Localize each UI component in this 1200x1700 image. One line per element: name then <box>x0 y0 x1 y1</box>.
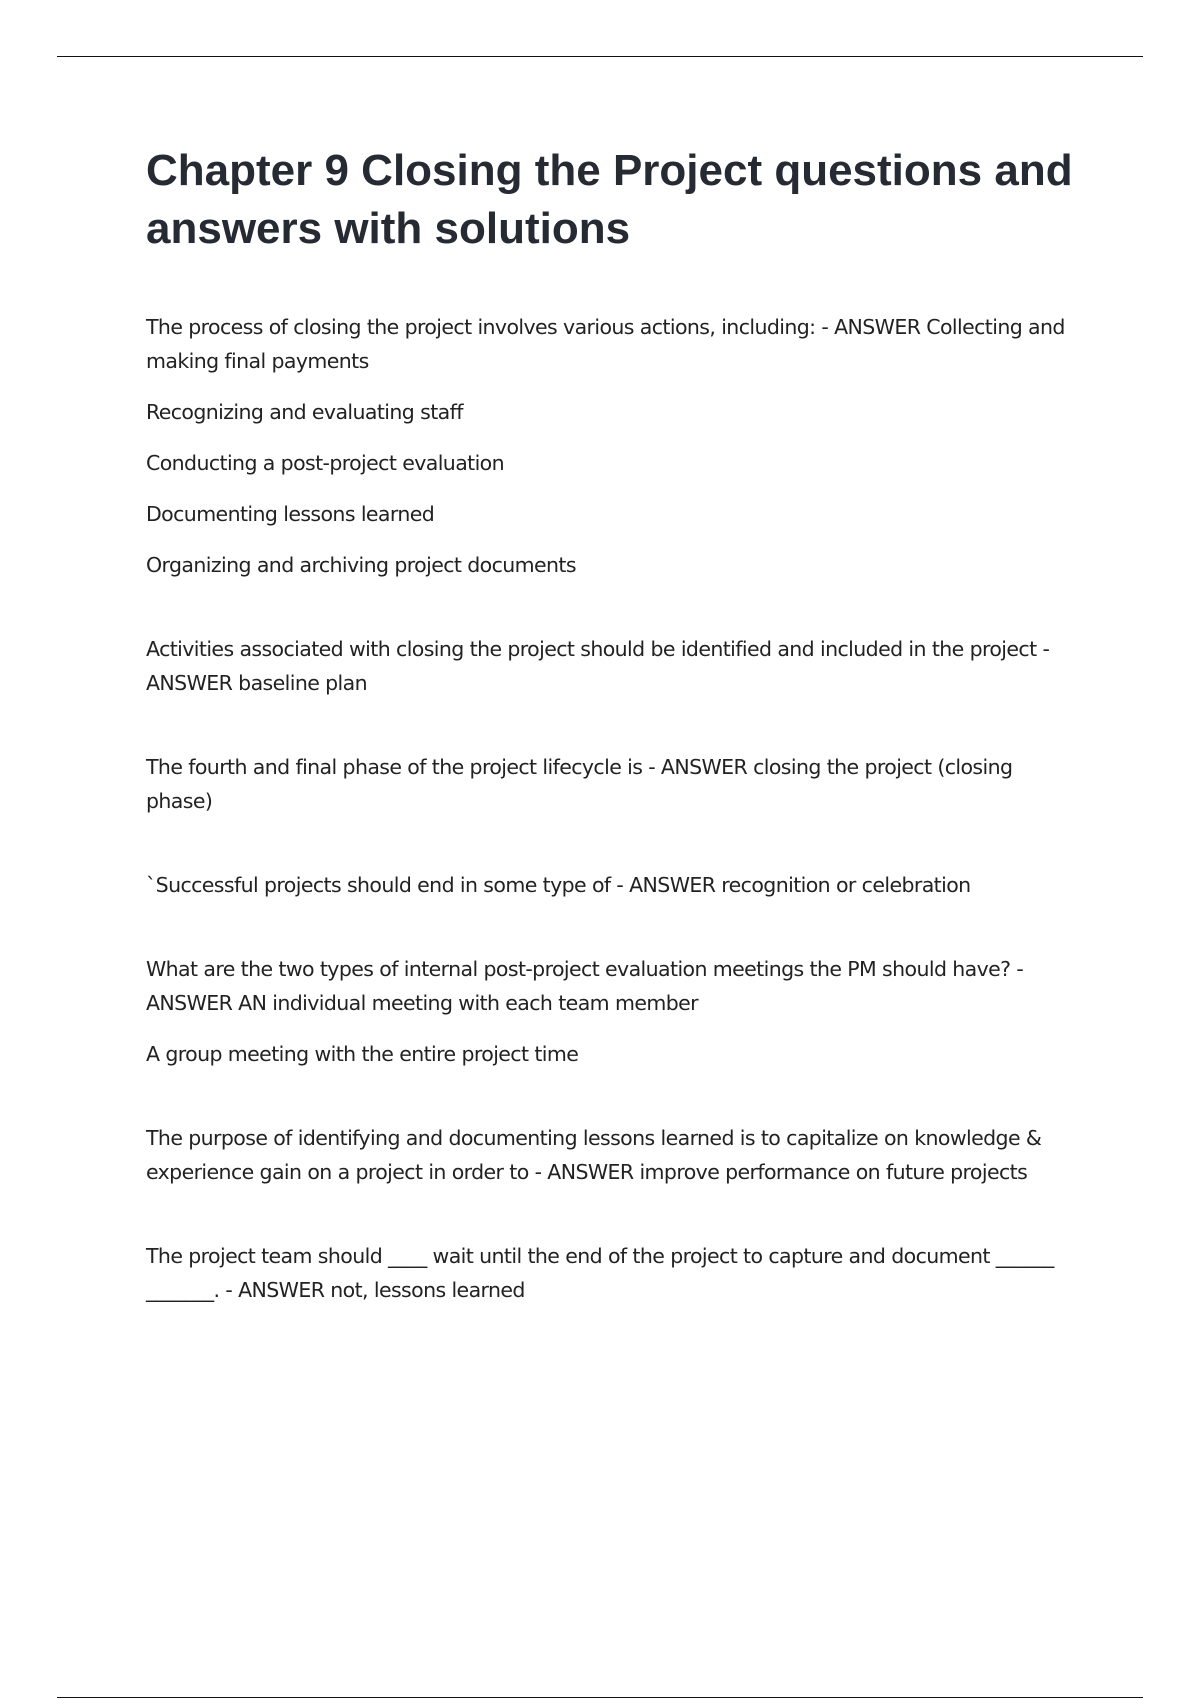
qa-paragraph: `Successful projects should end in some type of - ANSWER recognition or celebration <box>146 873 971 897</box>
document-body <box>146 142 1076 1357</box>
qa-item <box>146 868 1076 902</box>
qa-paragraph: Organizing and archiving project documents <box>146 553 576 577</box>
qa-paragraph: A group meeting with the entire project time <box>146 1042 579 1066</box>
qa-item <box>146 310 1076 582</box>
document-title: Chapter 9 Closing the Project questions and answers with solutions <box>146 146 1073 253</box>
qa-paragraph: The project team should ____ wait until the end of the project to capture and document ______ _______. - ANSWER not, lessons learned <box>146 1244 1054 1302</box>
qa-paragraph: Recognizing and evaluating staff <box>146 400 463 424</box>
qa-paragraph: Activities associated with closing the project should be identified and included in the project - ANSWER baseline plan <box>146 637 1050 695</box>
qa-item <box>146 750 1076 818</box>
qa-paragraph: The process of closing the project involves various actions, including: - ANSWER Collecting and making final payments <box>146 315 1065 373</box>
qa-paragraph: Conducting a post-project evaluation <box>146 451 505 475</box>
qa-paragraph: The purpose of identifying and documenting lessons learned is to capitalize on knowledge & experience gain on a project in order to - ANSWER improve performance on future projects <box>146 1126 1042 1184</box>
qa-item <box>146 632 1076 700</box>
qa-list <box>146 310 1076 1307</box>
qa-item <box>146 952 1076 1071</box>
qa-item <box>146 1121 1076 1189</box>
qa-paragraph: Documenting lessons learned <box>146 502 435 526</box>
qa-paragraph: The fourth and final phase of the project lifecycle is - ANSWER closing the project (closing phase) <box>146 755 1013 813</box>
bottom-rule <box>57 1697 1143 1698</box>
qa-item <box>146 1239 1076 1307</box>
top-rule <box>57 56 1143 57</box>
qa-paragraph: What are the two types of internal post-project evaluation meetings the PM should have? - ANSWER AN individual meeting with each team member <box>146 957 1024 1015</box>
